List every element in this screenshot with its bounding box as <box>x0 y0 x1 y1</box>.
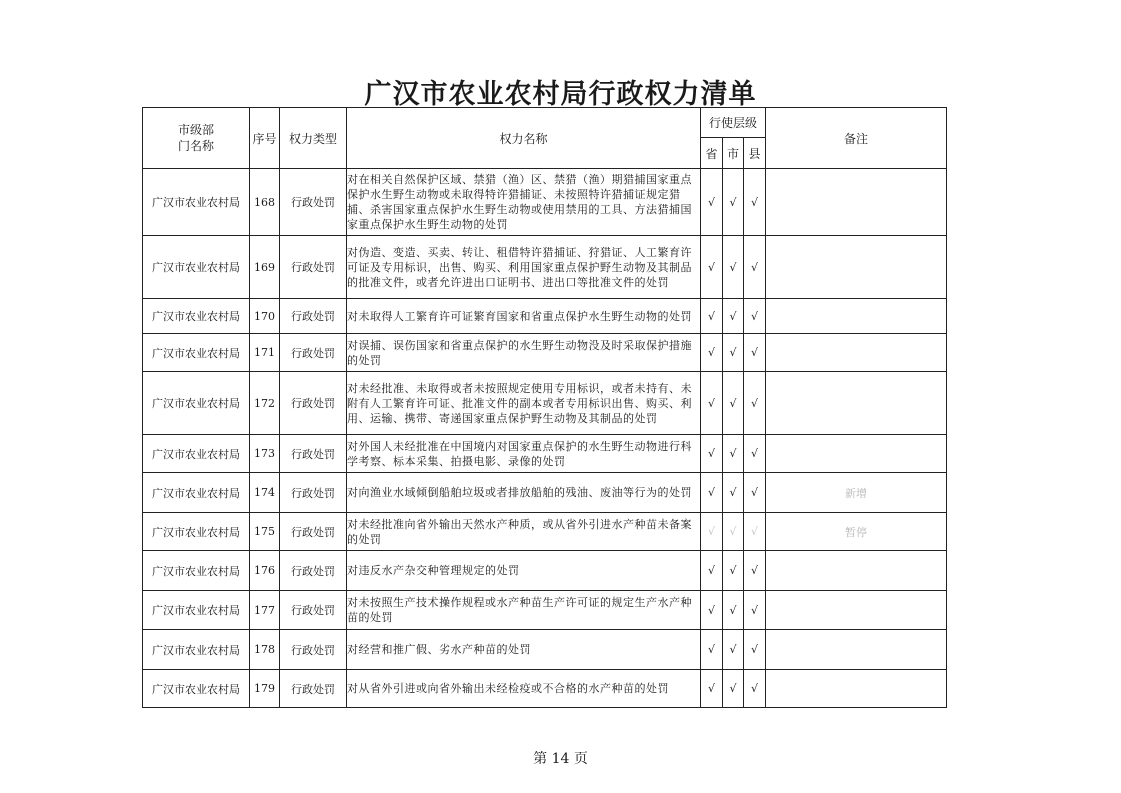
table-row <box>143 513 947 551</box>
cell-city: √ <box>723 236 744 299</box>
cell-name: 对向渔业水域倾倒船舶垃圾或者排放船舶的残油、废油等行为的处罚 <box>347 473 701 513</box>
cell-city: √ <box>723 591 744 630</box>
header-city: 市 <box>723 138 744 169</box>
cell-type: 行政处罚 <box>280 169 347 236</box>
cell-city: √ <box>723 473 744 513</box>
cell-name: 对外国人未经批准在中国境内对国家重点保护的水生野生动物进行科学考察、标本采集、拍摄电影、录像的处罚 <box>347 435 701 473</box>
cell-note <box>766 334 947 372</box>
cell-type: 行政处罚 <box>280 513 347 551</box>
table-row <box>143 591 947 630</box>
cell-note <box>766 372 947 435</box>
header-level: 行使层级 <box>701 108 766 138</box>
cell-name: 对经营和推广假、劣水产种苗的处罚 <box>347 630 701 670</box>
cell-dept: 广汉市农业农村局 <box>143 591 250 630</box>
cell-dept: 广汉市农业农村局 <box>143 473 250 513</box>
cell-seq: 177 <box>250 591 280 630</box>
cell-note <box>766 630 947 670</box>
cell-province: √ <box>701 334 723 372</box>
header-province: 省 <box>701 138 723 169</box>
page-number: 第 14 页 <box>533 751 588 767</box>
cell-name: 对未经批准向省外输出天然水产种质，或从省外引进水产种苗未备案的处罚 <box>347 513 701 551</box>
cell-county: √ <box>744 591 766 630</box>
cell-name: 对违反水产杂交种管理规定的处罚 <box>347 551 701 591</box>
table-row <box>143 435 947 473</box>
cell-dept: 广汉市农业农村局 <box>143 513 250 551</box>
header-type: 权力类型 <box>280 108 347 169</box>
cell-seq: 173 <box>250 435 280 473</box>
cell-county: √ <box>744 236 766 299</box>
cell-note <box>766 435 947 473</box>
cell-province: √ <box>701 670 723 708</box>
cell-province: √ <box>701 551 723 591</box>
table-row <box>143 169 947 236</box>
header-dept <box>143 108 250 169</box>
cell-type: 行政处罚 <box>280 473 347 513</box>
cell-name: 对未经批准、未取得或者未按照规定使用专用标识，或者未持有、未附有人工繁育许可证、批准文件的副本或者专用标识出售、购买、利用、运输、携带、寄递国家重点保护野生动物及其制品的处罚 <box>347 372 701 435</box>
table-row <box>143 473 947 513</box>
cell-type: 行政处罚 <box>280 435 347 473</box>
cell-seq: 168 <box>250 169 280 236</box>
cell-note <box>766 670 947 708</box>
cell-city: √ <box>723 372 744 435</box>
cell-dept: 广汉市农业农村局 <box>143 236 250 299</box>
cell-type: 行政处罚 <box>280 551 347 591</box>
cell-province: √ <box>701 473 723 513</box>
cell-city: √ <box>723 513 744 551</box>
cell-province: √ <box>701 372 723 435</box>
cell-county: √ <box>744 372 766 435</box>
table-row <box>143 670 947 708</box>
table-row <box>143 630 947 670</box>
cell-dept: 广汉市农业农村局 <box>143 372 250 435</box>
cell-type: 行政处罚 <box>280 630 347 670</box>
cell-note: 新增 <box>766 473 947 513</box>
cell-seq: 175 <box>250 513 280 551</box>
cell-dept: 广汉市农业农村局 <box>143 551 250 591</box>
cell-name: 对未取得人工繁育许可证繁育国家和省重点保护水生野生动物的处罚 <box>347 299 701 334</box>
cell-county: √ <box>744 551 766 591</box>
cell-seq: 174 <box>250 473 280 513</box>
cell-seq: 170 <box>250 299 280 334</box>
cell-type: 行政处罚 <box>280 591 347 630</box>
cell-county: √ <box>744 435 766 473</box>
cell-province: √ <box>701 169 723 236</box>
cell-city: √ <box>723 630 744 670</box>
header-seq: 序号 <box>250 108 280 169</box>
cell-county: √ <box>744 299 766 334</box>
cell-province: √ <box>701 591 723 630</box>
cell-county: √ <box>744 473 766 513</box>
cell-type: 行政处罚 <box>280 299 347 334</box>
cell-county: √ <box>744 334 766 372</box>
cell-dept: 广汉市农业农村局 <box>143 299 250 334</box>
cell-name: 对误捕、误伤国家和省重点保护的水生野生动物没及时采取保护措施的处罚 <box>347 334 701 372</box>
cell-city: √ <box>723 435 744 473</box>
header-name: 权力名称 <box>347 108 701 169</box>
cell-city: √ <box>723 670 744 708</box>
cell-seq: 169 <box>250 236 280 299</box>
cell-type: 行政处罚 <box>280 372 347 435</box>
cell-county: √ <box>744 630 766 670</box>
table-row <box>143 334 947 372</box>
table-row <box>143 372 947 435</box>
cell-dept: 广汉市农业农村局 <box>143 630 250 670</box>
cell-note <box>766 236 947 299</box>
cell-dept: 广汉市农业农村局 <box>143 435 250 473</box>
cell-note <box>766 169 947 236</box>
cell-dept: 广汉市农业农村局 <box>143 169 250 236</box>
cell-province: √ <box>701 236 723 299</box>
cell-note <box>766 299 947 334</box>
header-note: 备注 <box>766 108 947 169</box>
cell-dept: 广汉市农业农村局 <box>143 670 250 708</box>
cell-note: 暂停 <box>766 513 947 551</box>
cell-province: √ <box>701 435 723 473</box>
cell-province: √ <box>701 630 723 670</box>
cell-county: √ <box>744 513 766 551</box>
cell-name: 对伪造、变造、买卖、转让、租借特许猎捕证、狩猎证、人工繁育许可证及专用标识，出售、购买、利用国家重点保护野生动物及其制品的批准文件，或者允许进出口证明书、进出口等批准文件的处罚 <box>347 236 701 299</box>
cell-province: √ <box>701 299 723 334</box>
cell-name: 对在相关自然保护区域、禁猎（渔）区、禁猎（渔）期猎捕国家重点保护水生野生动物或未取得特许猎捕证、未按照特许猎捕证规定猎捕、杀害国家重点保护水生野生动物或使用禁用的工具、方法猎捕国家重点保护水生野生动物的处罚 <box>347 169 701 236</box>
cell-seq: 178 <box>250 630 280 670</box>
cell-seq: 176 <box>250 551 280 591</box>
cell-county: √ <box>744 670 766 708</box>
power-list-table <box>142 107 947 708</box>
cell-seq: 172 <box>250 372 280 435</box>
cell-name: 对未按照生产技术操作规程或水产种苗生产许可证的规定生产水产种苗的处罚 <box>347 591 701 630</box>
cell-city: √ <box>723 334 744 372</box>
cell-note <box>766 591 947 630</box>
cell-type: 行政处罚 <box>280 334 347 372</box>
cell-county: √ <box>744 169 766 236</box>
cell-province: √ <box>701 513 723 551</box>
cell-city: √ <box>723 299 744 334</box>
header-dept-label: 市级部门名称 <box>177 123 214 153</box>
table-row <box>143 236 947 299</box>
table-row <box>143 551 947 591</box>
header-county: 县 <box>744 138 766 169</box>
cell-note <box>766 551 947 591</box>
cell-type: 行政处罚 <box>280 670 347 708</box>
cell-seq: 171 <box>250 334 280 372</box>
table-row <box>143 299 947 334</box>
cell-city: √ <box>723 169 744 236</box>
cell-type: 行政处罚 <box>280 236 347 299</box>
cell-dept: 广汉市农业农村局 <box>143 334 250 372</box>
cell-name: 对从省外引进或向省外输出未经检疫或不合格的水产种苗的处罚 <box>347 670 701 708</box>
cell-seq: 179 <box>250 670 280 708</box>
cell-city: √ <box>723 551 744 591</box>
page-title: 广汉市农业农村局行政权力清单 <box>364 79 757 110</box>
